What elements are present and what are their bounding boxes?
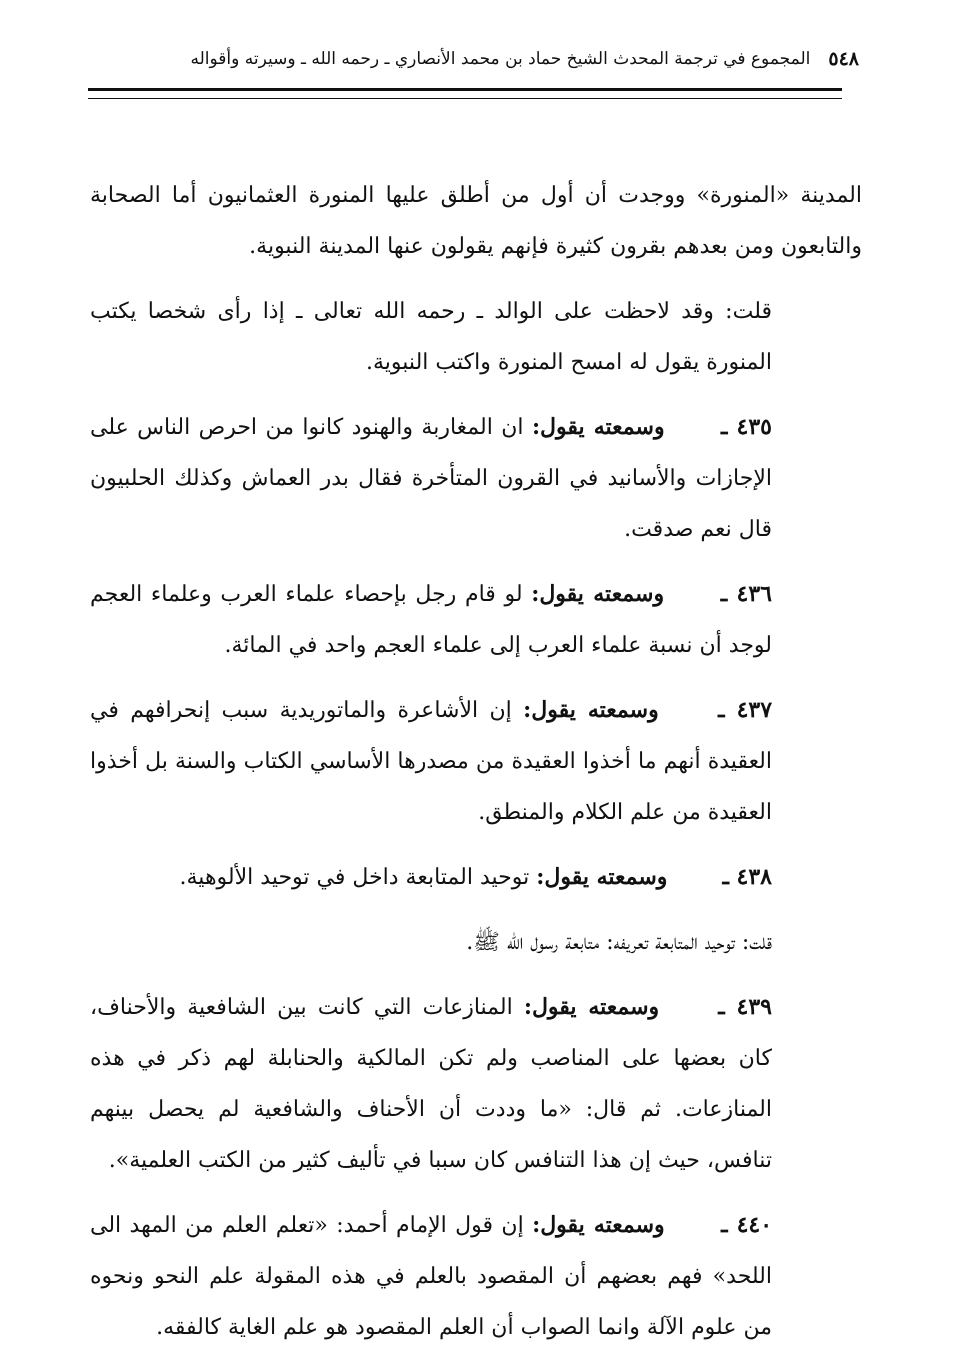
- item-text: إن الأشاعرة والماتوريدية سبب إنحرافهم في العقيدة أنهم ما أخذوا العقيدة من مصدرها الأساسي الكتاب والسنة بل أخذوا العقيدة من علم الكلام والمنطق.: [90, 698, 772, 825]
- running-title: المجموع في ترجمة المحدث الشيخ حماد بن محمد الأنصاري ـ رحمه الله ـ وسيرته وأقواله: [190, 49, 811, 69]
- item-number: ٤٤٠ ـ: [721, 1212, 773, 1238]
- item-text: ان المغاربة والهنود كانوا من احرص الناس على الإجازات والأسانيد في القرون المتأخرة فقال بدر العماش وكذلك الحلبيون قال نعم صدقت.: [90, 415, 772, 542]
- item-lead: وسمعته يقول:: [523, 697, 659, 723]
- item-lead: وسمعته يقول:: [523, 994, 660, 1020]
- item-435: [90, 402, 862, 555]
- item-437: [90, 685, 862, 838]
- note-438: قلت: توحيد المتابعة تعريفه: متابعة رسول الله ﷺ.: [466, 930, 772, 955]
- item-lead: وسمعته يقول:: [531, 581, 665, 607]
- header-rule-thick: [88, 88, 842, 91]
- item-lead: وسمعته يقول:: [532, 1212, 665, 1238]
- item-text: لو قام رجل بإحصاء علماء العرب وعلماء العجم لوجد أن نسبة علماء العرب إلى علماء العجم واحد في المائة.: [90, 582, 772, 658]
- item-number: ٤٣٥ ـ: [721, 414, 772, 440]
- item-438: [90, 852, 862, 903]
- item-text: المنازعات التي كانت بين الشافعية والأحناف، كان بعضها على المناصب ولم تكن المالكية والحنابلة لهم ذكر في هذه المنازعات. ثم قال: «ما وددت أن الأحناف والشافعية لم يحصل بينهم تنافس، حيث إن هذا التنافس كان سببا في تأليف كثير من الكتب العلمية».: [90, 995, 772, 1173]
- item-lead: وسمعته يقول:: [531, 414, 665, 440]
- header-rule-thin: [88, 98, 842, 99]
- paragraph-2-note: قلت: وقد لاحظت على الوالد ـ رحمه الله تعالى ـ إذا رأى شخصا يكتب المنورة يقول له امسح المنورة واكتب النبوية.: [90, 299, 772, 375]
- page-body: [90, 170, 862, 1367]
- item-440: [90, 1200, 862, 1353]
- running-header: [180, 42, 859, 76]
- item-text: إن قول الإمام أحمد: «تعلم العلم من المهد الى اللحد» فهم بعضهم أن المقصود بالعلم في هذه المقولة علم النحو ونحوه من علوم الآلة وانما الصواب أن العلم المقصود هو علم الغاية كالفقه.: [90, 1213, 772, 1340]
- item-436: [90, 569, 862, 671]
- item-439: [90, 982, 862, 1186]
- item-text: توحيد المتابعة داخل في توحيد الألوهية.: [179, 865, 530, 890]
- item-number: ٤٣٨ ـ: [722, 864, 772, 890]
- item-number: ٤٣٦ ـ: [720, 581, 772, 607]
- item-number: ٤٣٩ ـ: [718, 994, 772, 1020]
- item-lead: وسمعته يقول:: [536, 864, 668, 890]
- item-number: ٤٣٧ ـ: [718, 697, 773, 723]
- page-number: ٥٤٨: [828, 48, 859, 70]
- paragraph-1: المدينة «المنورة» ووجدت أن أول من أطلق عليها المنورة العثمانيون أما الصحابة والتابعون ومن بعدهم بقرون كثيرة فإنهم يقولون عنها المدينة النبوية.: [90, 183, 862, 259]
